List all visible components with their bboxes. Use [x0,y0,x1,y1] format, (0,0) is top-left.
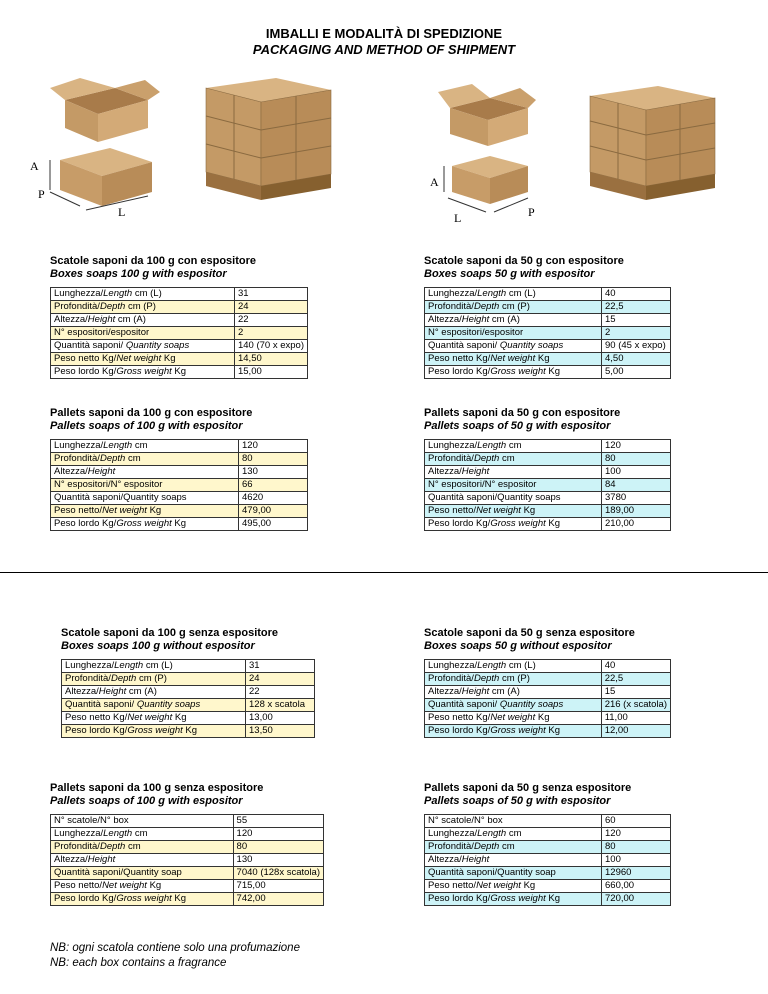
section-divider [0,572,768,573]
spec-value: 60 [602,815,671,828]
spec-value: 7040 (128x scatola) [233,867,323,880]
spec-label: Altezza/Height cm (A) [62,686,246,699]
spec-row [62,686,315,699]
spec-label: Quantità saponi/ Quantity soaps [51,340,235,353]
spec-label: Lunghezza/Length cm (L) [62,660,246,673]
spec-row [51,288,308,301]
spec-row [51,854,324,867]
spec-label: Profondità/Depth cm [51,841,234,854]
spec-value: 140 (70 x expo) [234,340,307,353]
spec-label: Lunghezza/Length cm [425,828,602,841]
spec-row [425,479,671,492]
spec-label: Quantità saponi/Quantity soap [425,867,602,880]
spec-row [62,673,315,686]
spec-value: 15 [601,686,670,699]
spec-label: Quantità saponi/Quantity soaps [51,492,239,505]
spec-label: Profondità/Depth cm [425,453,602,466]
note-italian: NB: ogni scatola contiene solo una profumazione [50,942,300,954]
spec-row [425,288,671,301]
spec-value: 22,5 [601,673,670,686]
page-subtitle: PACKAGING AND METHOD OF SHIPMENT [252,42,516,57]
section-title-it: Pallets saponi da 100 g senza espositore [50,782,264,794]
spec-value: 22,5 [602,301,671,314]
spec-value: 84 [602,479,671,492]
spec-value: 80 [602,453,671,466]
section-title-it: Scatole saponi da 50 g con espositore [424,255,624,267]
spec-value: 120 [239,440,308,453]
dim-p-label: P [38,187,45,201]
spec-label: Lunghezza/Length cm (L) [425,660,602,673]
spec-row [51,327,308,340]
pallet-100g-illustration [196,78,346,208]
spec-label: Quantità saponi/ Quantity soaps [425,340,602,353]
spec-row [425,492,671,505]
spec-value: 31 [246,660,315,673]
spec-label: N° espositori/espositor [51,327,235,340]
spec-value: 80 [233,841,323,854]
box-100g-dimensions-illustration [20,70,190,220]
spec-label: Lunghezza/Length cm [51,440,239,453]
spec-value: 40 [601,660,670,673]
spec-value: 4620 [239,492,308,505]
section-title-en: Boxes soaps 50 g without espositor [424,640,612,652]
section-title-it: Scatole saponi da 50 g senza espositore [424,627,635,639]
note-english: NB: each box contains a fragrance [50,957,227,969]
spec-table [50,287,308,379]
spec-label: Profondità/Depth cm [425,841,602,854]
spec-value: 31 [234,288,307,301]
spec-label: Profondità/Depth cm [51,453,239,466]
spec-table [424,659,671,738]
spec-label: Altezza/Height [425,854,602,867]
spec-row [62,660,315,673]
spec-row [51,815,324,828]
spec-row [51,841,324,854]
box-50g-with-espositor-section [424,255,671,379]
spec-row [425,867,671,880]
spec-table [424,439,671,531]
box-50g-dimensions-illustration [410,78,570,228]
dim-a-label: A [30,159,39,173]
spec-label: Peso lordo Kg/Gross weight Kg [62,725,246,738]
spec-row [425,841,671,854]
spec-value: 216 (x scatola) [601,699,670,712]
box-100g-without-espositor-section [61,627,315,738]
section-title-en: Pallets soaps of 100 g with espositor [50,795,243,807]
spec-label: Altezza/Height [51,466,239,479]
pallet-100g-without-espositor-section [50,782,324,906]
spec-row [51,453,308,466]
spec-row [425,353,671,366]
spec-label: Profondità/Depth cm (P) [51,301,235,314]
spec-value: 15,00 [234,366,307,379]
spec-row [51,880,324,893]
section-title-en: Boxes soaps 100 g with espositor [50,268,227,280]
dim-l-label: L [118,205,126,219]
section-title-it: Scatole saponi da 100 g con espositore [50,255,257,267]
spec-row [51,518,308,531]
spec-row [425,660,671,673]
spec-row [425,340,671,353]
page-title: IMBALLI E MODALITÀ DI SPEDIZIONE [265,26,503,41]
section-title-it: Pallets saponi da 100 g con espositore [50,407,253,419]
spec-value: 80 [602,841,671,854]
spec-value: 14,50 [234,353,307,366]
spec-value: 4,50 [602,353,671,366]
spec-label: Peso lordo Kg/Gross weight Kg [51,893,234,906]
spec-label: Lunghezza/Length cm (L) [425,288,602,301]
spec-row [51,479,308,492]
spec-value: 720,00 [602,893,671,906]
spec-label: Altezza/Height [51,854,234,867]
section-title-en: Boxes soaps 100 g without espositor [61,640,255,652]
spec-value: 12,00 [601,725,670,738]
spec-row [425,301,671,314]
spec-table [50,439,308,531]
spec-row [425,673,671,686]
spec-row [51,505,308,518]
spec-value: 90 (45 x expo) [602,340,671,353]
spec-label: Profondità/Depth cm (P) [425,673,602,686]
spec-value: 13,50 [246,725,315,738]
spec-row [425,880,671,893]
spec-row [425,440,671,453]
spec-value: 11,00 [601,712,670,725]
spec-value: 100 [602,466,671,479]
spec-label: N° espositori/N° espositor [51,479,239,492]
spec-row [425,828,671,841]
spec-value: 55 [233,815,323,828]
spec-label: Peso lordo Kg/Gross weight Kg [51,518,239,531]
spec-value: 3780 [602,492,671,505]
spec-row [51,353,308,366]
spec-row [425,686,671,699]
spec-value: 5,00 [602,366,671,379]
spec-value: 80 [239,453,308,466]
section-title-it: Pallets saponi da 50 g con espositore [424,407,621,419]
spec-label: Peso netto Kg/Net weight Kg [425,353,602,366]
spec-value: 715,00 [233,880,323,893]
section-title-en: Pallets soaps of 50 g with espositor [424,795,611,807]
spec-label: Peso netto Kg/Net weight Kg [62,712,246,725]
spec-label: Profondità/Depth cm (P) [62,673,246,686]
spec-label: Peso netto Kg/Net weight Kg [51,353,235,366]
spec-value: 189,00 [602,505,671,518]
spec-row [51,867,324,880]
spec-row [51,340,308,353]
spec-label: N° scatole/N° box [51,815,234,828]
spec-row [425,699,671,712]
spec-label: Quantità saponi/ Quantity soaps [62,699,246,712]
spec-label: Peso lordo Kg/Gross weight Kg [425,366,602,379]
section-title-en: Boxes soaps 50 g with espositor [424,268,595,280]
spec-label: Quantità saponi/Quantity soap [51,867,234,880]
spec-row [51,492,308,505]
spec-label: Altezza/Height [425,466,602,479]
spec-row [425,725,671,738]
spec-label: Peso netto/Net weight Kg [51,880,234,893]
dim-l-label: L [454,211,462,225]
spec-label: Peso lordo Kg/Gross weight Kg [425,518,602,531]
spec-row [51,301,308,314]
spec-value: 120 [602,828,671,841]
spec-row [51,440,308,453]
spec-label: Altezza/Height cm (A) [425,314,602,327]
spec-label: Altezza/Height cm (A) [51,314,235,327]
section-title-it: Pallets saponi da 50 g senza espositore [424,782,632,794]
section-title-en: Pallets soaps of 100 g with espositor [50,420,243,432]
spec-value: 15 [602,314,671,327]
spec-row [51,466,308,479]
box-50g-without-espositor-section [424,627,671,738]
spec-value: 2 [234,327,307,340]
spec-value: 24 [234,301,307,314]
spec-label: Peso lordo Kg/Gross weight Kg [425,893,602,906]
spec-value: 12960 [602,867,671,880]
spec-value: 120 [602,440,671,453]
spec-value: 22 [234,314,307,327]
spec-table [61,659,315,738]
spec-label: Profondità/Depth cm (P) [425,301,602,314]
spec-row [51,314,308,327]
spec-row [425,893,671,906]
spec-row [62,712,315,725]
spec-value: 210,00 [602,518,671,531]
spec-row [425,854,671,867]
box-100g-with-espositor-section [50,255,308,379]
spec-value: 13,00 [246,712,315,725]
spec-row [425,453,671,466]
pallet-50g-with-espositor-section [424,407,671,531]
spec-row [425,366,671,379]
spec-value: 130 [233,854,323,867]
spec-row [62,725,315,738]
spec-label: Peso lordo Kg/Gross weight Kg [425,725,602,738]
spec-value: 742,00 [233,893,323,906]
spec-label: Altezza/Height cm (A) [425,686,602,699]
spec-value: 128 x scatola [246,699,315,712]
spec-value: 130 [239,466,308,479]
spec-row [62,699,315,712]
spec-label: Peso netto/Net weight Kg [425,880,602,893]
spec-label: N° espositori/N° espositor [425,479,602,492]
spec-value: 24 [246,673,315,686]
spec-label: Lunghezza/Length cm [51,828,234,841]
pallet-50g-without-espositor-section [424,782,671,906]
spec-label: Quantità saponi/Quantity soaps [425,492,602,505]
spec-value: 66 [239,479,308,492]
spec-value: 22 [246,686,315,699]
spec-row [51,366,308,379]
spec-value: 660,00 [602,880,671,893]
spec-row [425,466,671,479]
spec-row [51,828,324,841]
pallet-100g-with-espositor-section [50,407,308,531]
spec-value: 100 [602,854,671,867]
spec-label: Lunghezza/Length cm (L) [51,288,235,301]
spec-row [425,712,671,725]
spec-value: 479,00 [239,505,308,518]
spec-label: Peso netto Kg/Net weight Kg [425,712,602,725]
dim-p-label: P [528,205,535,219]
spec-value: 2 [602,327,671,340]
spec-table [50,814,324,906]
spec-label: N° espositori/espositor [425,327,602,340]
spec-label: Lunghezza/Length cm [425,440,602,453]
spec-row [425,505,671,518]
spec-label: N° scatole/N° box [425,815,602,828]
spec-row [425,314,671,327]
spec-row [425,518,671,531]
spec-label: Peso lordo Kg/Gross weight Kg [51,366,235,379]
spec-value: 40 [602,288,671,301]
spec-table [424,814,671,906]
spec-value: 120 [233,828,323,841]
spec-label: Quantità saponi/ Quantity soaps [425,699,602,712]
spec-row [51,893,324,906]
section-title-it: Scatole saponi da 100 g senza espositore [61,627,279,639]
dim-a-label: A [430,175,439,189]
spec-label: Peso netto/Net weight Kg [425,505,602,518]
spec-value: 495,00 [239,518,308,531]
pallet-50g-illustration [580,86,730,211]
spec-label: Peso netto/Net weight Kg [51,505,239,518]
spec-row [425,327,671,340]
spec-table [424,287,671,379]
section-title-en: Pallets soaps of 50 g with espositor [424,420,611,432]
spec-row [425,815,671,828]
